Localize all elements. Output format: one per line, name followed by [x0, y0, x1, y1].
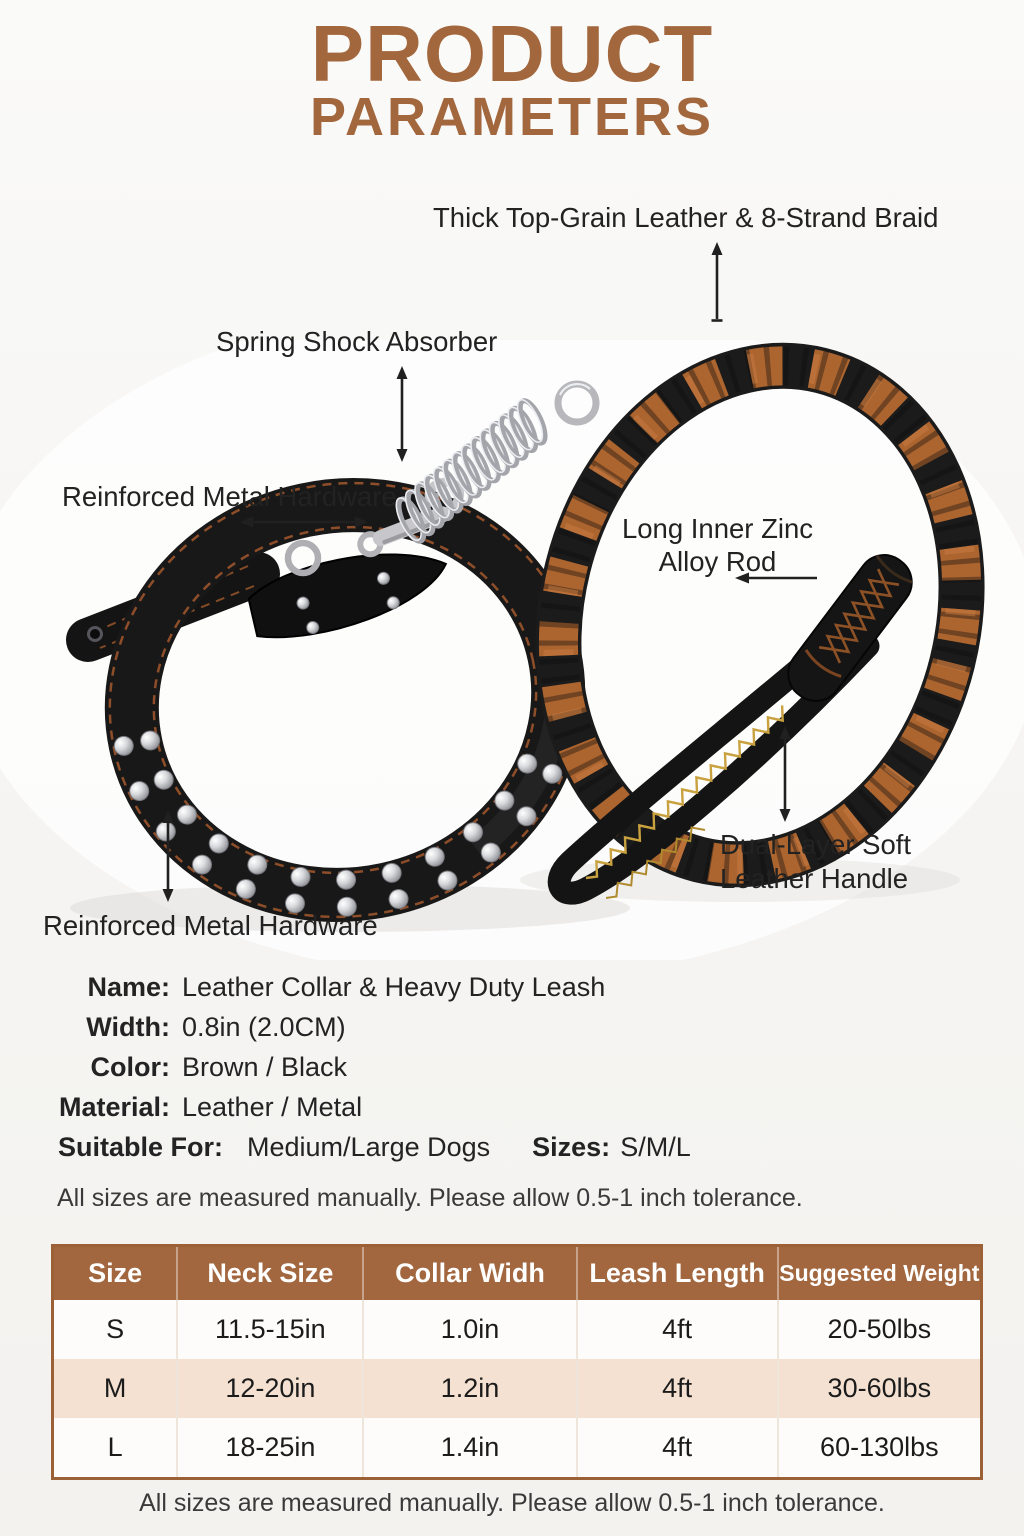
page-subtitle: PARAMETERS	[309, 87, 715, 147]
col-header-size: Size	[88, 1258, 143, 1288]
callout-handle-line2: Leather Handle	[720, 863, 909, 894]
col-header-leash-length: Leash Length	[576, 1247, 777, 1300]
table-row-l: L 18-25in 1.4in 4ft 60-130lbs	[54, 1418, 980, 1477]
spec-material-value: Leather / Metal	[182, 1092, 363, 1122]
double-vertical-arrow-icon	[777, 726, 793, 822]
tolerance-note-bottom: All sizes are measured manually. Please allow 0.5-1 inch tolerance.	[139, 1489, 885, 1517]
page-title: PRODUCT	[310, 9, 714, 98]
spec-sizes-label: Sizes:	[532, 1132, 611, 1162]
spec-list	[58, 972, 958, 1172]
spec-suitable-value: Medium/Large Dogs	[247, 1132, 491, 1162]
double-horizontal-arrow-icon	[240, 514, 368, 530]
spec-suitable	[58, 1132, 958, 1172]
spec-suitable-label: Suitable For:	[58, 1132, 224, 1162]
spec-color-label: Color:	[90, 1052, 170, 1082]
col-header-collar-width: Collar Widh	[362, 1247, 575, 1300]
callout-hardware-top: Reinforced Metal Hardware	[62, 481, 397, 512]
callout-handle-line1: Dual-Layer Soft	[720, 829, 912, 860]
table-row-m: M 12-20in 1.2in 4ft 30-60lbs	[54, 1359, 980, 1418]
table-row-s: S 11.5-15in 1.0in 4ft 20-50lbs	[54, 1300, 980, 1359]
spec-sizes-value: S/M/L	[620, 1132, 691, 1162]
col-header-suggested-weight: Suggested Weight	[777, 1247, 980, 1300]
spec-color	[58, 1052, 958, 1092]
spec-name	[58, 972, 958, 1012]
left-arrow-icon	[735, 570, 817, 586]
callout-spring: Spring Shock Absorber	[216, 326, 498, 357]
size-table-header-row	[54, 1247, 980, 1300]
callout-rod	[596, 512, 839, 578]
col-header-neck-size: Neck Size	[176, 1247, 362, 1300]
up-arrow-icon	[709, 242, 725, 324]
spec-width-value: 0.8in (2.0CM)	[182, 1012, 346, 1042]
callout-handle	[720, 828, 911, 896]
spec-width-label: Width:	[86, 1012, 170, 1042]
callout-rod-line1: Long Inner Zinc	[621, 513, 814, 544]
tolerance-note-top: All sizes are measured manually. Please allow 0.5-1 inch tolerance.	[57, 1184, 803, 1212]
spec-name-label: Name:	[87, 972, 170, 1002]
callout-hardware-bottom: Reinforced Metal Hardware	[43, 910, 378, 941]
size-table	[51, 1244, 983, 1480]
double-vertical-arrow-icon	[394, 366, 410, 462]
spec-color-value: Brown / Black	[182, 1052, 348, 1082]
spec-material	[58, 1092, 958, 1132]
strap-hole	[89, 628, 102, 641]
spec-name-value: Leather Collar & Heavy Duty Leash	[182, 972, 606, 1002]
spec-material-label: Material:	[58, 1092, 170, 1122]
callout-braid: Thick Top-Grain Leather & 8-Strand Braid	[433, 202, 939, 233]
double-vertical-arrow-icon	[160, 810, 176, 902]
callout-rod-line2: Alloy Rod	[658, 546, 777, 577]
spec-width	[58, 1012, 958, 1052]
